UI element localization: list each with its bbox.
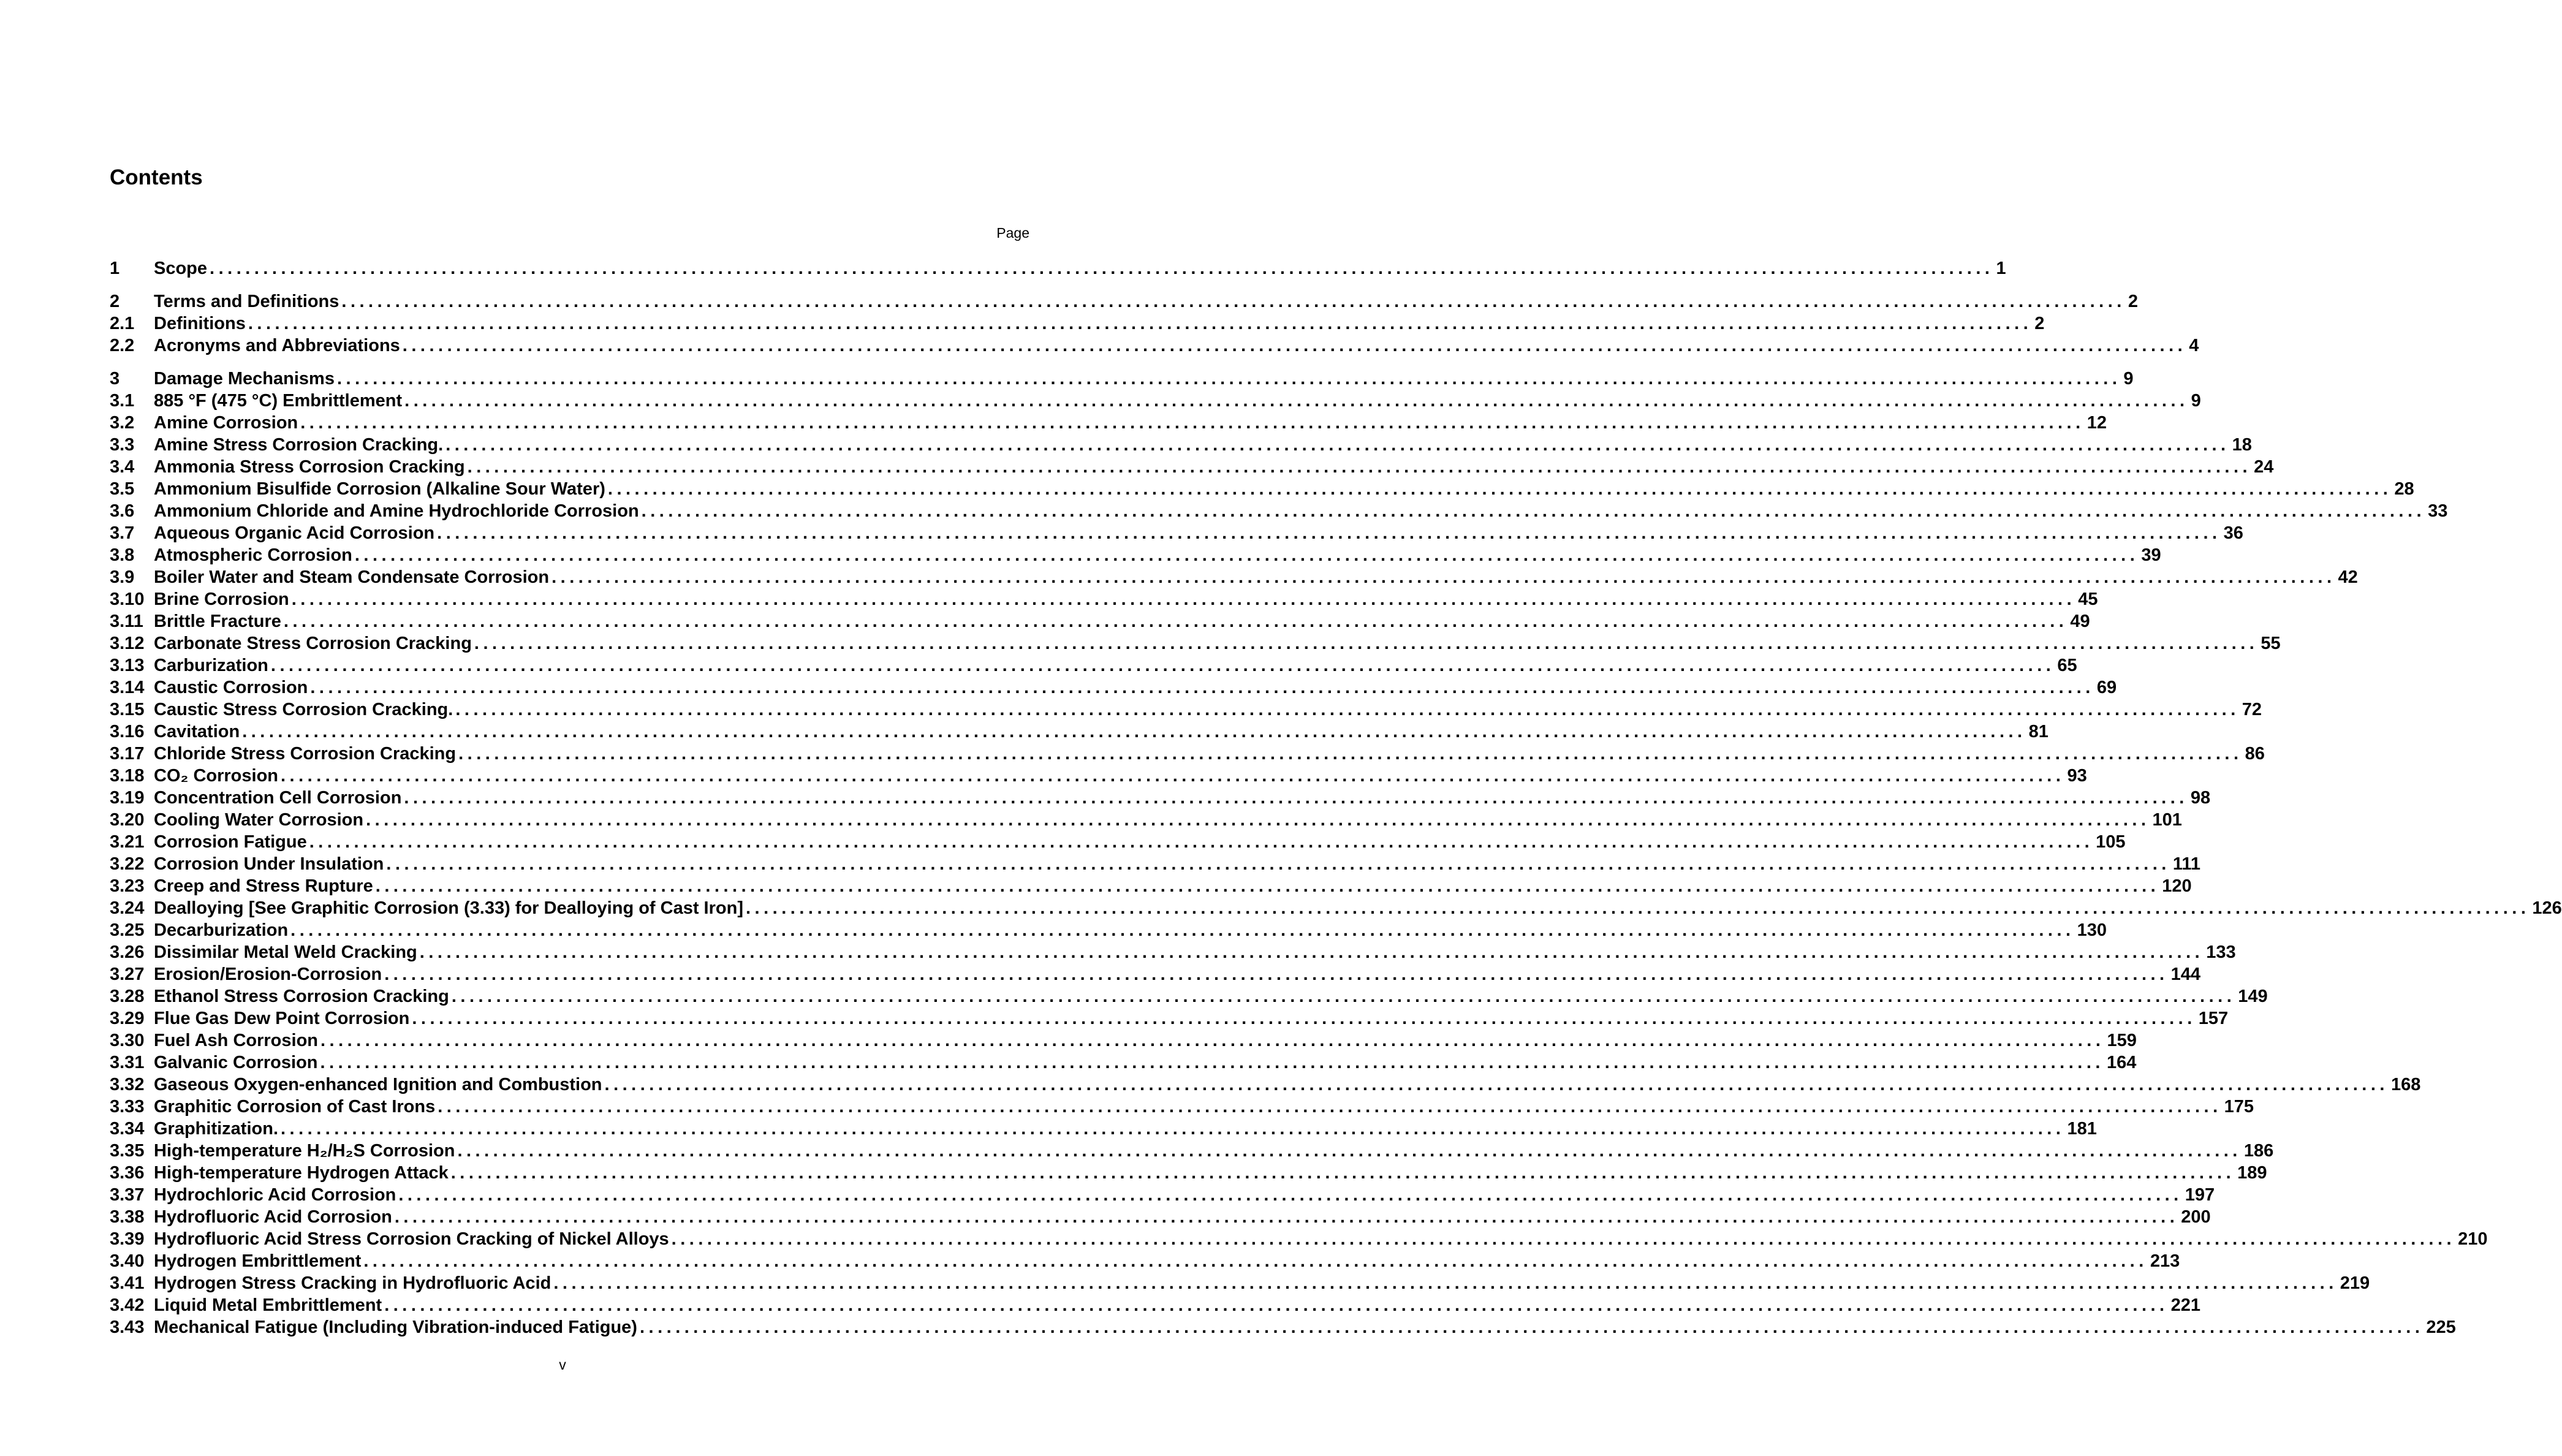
toc-entry[interactable] — [110, 1029, 2137, 1052]
toc-entry[interactable] — [110, 522, 2243, 544]
toc-entry-page: 159 — [2107, 1031, 2137, 1050]
toc-entry-page: 12 — [2086, 413, 2107, 433]
toc-entry-title: Graphitic Corrosion of Cast Irons — [154, 1097, 436, 1117]
toc-entry-title: Flue Gas Dew Point Corrosion — [154, 1009, 410, 1028]
toc-entry-page: 4 — [2189, 336, 2199, 355]
toc-entry[interactable] — [110, 1096, 2254, 1118]
toc-entry-number: 3.14 — [110, 678, 145, 697]
dot-leader: ........................................................................................................................................................................................................ — [457, 1141, 2242, 1161]
toc-entry-title: Corrosion Under Insulation — [154, 854, 384, 874]
toc-entry-title: Graphitization. — [154, 1119, 278, 1139]
toc-entry-number: 3.34 — [110, 1119, 145, 1139]
toc-entry[interactable] — [110, 1184, 2215, 1206]
dot-leader: ........................................................................................................................................................................................................ — [290, 920, 2075, 940]
toc-entry-number: 3.31 — [110, 1053, 145, 1072]
toc-entry-title: Galvanic Corrosion — [154, 1053, 318, 1072]
toc-entry[interactable] — [110, 588, 2098, 610]
toc-entry-title: Gaseous Oxygen-enhanced Ignition and Combustion — [154, 1075, 602, 1094]
toc-entry-page: 28 — [2394, 479, 2414, 499]
toc-entry-number: 3.6 — [110, 501, 135, 521]
toc-entry-page: 55 — [2261, 634, 2281, 653]
toc-entry-page: 18 — [2232, 435, 2252, 455]
toc-entry[interactable] — [110, 765, 2087, 787]
toc-entry-title: Fuel Ash Corrosion — [154, 1031, 318, 1050]
toc-entry-page: 49 — [2070, 612, 2090, 631]
toc-entry-number: 3.37 — [110, 1185, 145, 1205]
dot-leader: ........................................................................................................................................................................................................ — [300, 413, 2085, 433]
toc-entry-title: Ammonium Chloride and Amine Hydrochloride Corrosion — [154, 501, 639, 521]
toc-entry-page: 42 — [2338, 567, 2358, 587]
dot-leader: ........................................................................................................................................................................................................ — [445, 435, 2230, 455]
dot-leader: ........................................................................................................................................................................................................ — [419, 942, 2204, 962]
dot-leader: ........................................................................................................................................................................................................ — [375, 876, 2160, 896]
toc-entry-number: 3.9 — [110, 567, 135, 587]
toc-entry-number: 3.39 — [110, 1229, 145, 1249]
toc-entry-number: 3 — [110, 369, 120, 389]
toc-entry-number: 3.38 — [110, 1207, 145, 1227]
toc-entry-title: Amine Corrosion — [154, 413, 298, 433]
toc-entry-title: Aqueous Organic Acid Corrosion — [154, 523, 435, 543]
dot-leader: ........................................................................................................................................................................................................ — [363, 1251, 2148, 1271]
dot-leader: ........................................................................................................................................................................................................ — [451, 987, 2236, 1006]
toc-entry-number: 3.15 — [110, 700, 145, 719]
toc-entry-title: Scope — [154, 259, 208, 278]
toc-entry-number: 3.41 — [110, 1273, 145, 1293]
toc-entry[interactable] — [110, 809, 2182, 831]
toc-entry-title: Dealloying [See Graphitic Corrosion (3.33) for Dealloying of Cast Iron] — [154, 898, 743, 918]
dot-leader: ........................................................................................................................................................................................................ — [404, 788, 2188, 808]
toc-entry-page: 225 — [2426, 1318, 2456, 1337]
toc-entry[interactable] — [110, 1206, 2211, 1228]
toc-entry-page: 93 — [2067, 766, 2087, 786]
toc-entry-page: 101 — [2152, 810, 2182, 830]
toc-entry-page: 175 — [2224, 1097, 2254, 1117]
toc-entry-title: Dissimilar Metal Weld Cracking — [154, 942, 417, 962]
toc-entry-page: 186 — [2243, 1141, 2274, 1161]
toc-entry-number: 3.10 — [110, 590, 145, 609]
toc-entry[interactable] — [110, 1228, 2488, 1250]
toc-entry-page: 9 — [2123, 369, 2134, 389]
toc-entry[interactable] — [110, 897, 2562, 919]
dot-leader: ........................................................................................................................................................................................................ — [745, 898, 2530, 918]
dot-leader: ........................................................................................................................................................................................................ — [639, 1318, 2424, 1337]
dot-leader: ........................................................................................................................................................................................................ — [281, 1119, 2065, 1139]
dot-leader: ........................................................................................................................................................................................................ — [386, 854, 2170, 874]
dot-leader: ........................................................................................................................................................................................................ — [458, 744, 2243, 764]
toc-entry-page: 189 — [2237, 1163, 2267, 1183]
toc-entry-title: Concentration Cell Corrosion — [154, 788, 402, 808]
dot-leader: ........................................................................................................................................................................................................ — [437, 523, 2221, 543]
toc-entry[interactable] — [110, 1074, 2421, 1096]
toc-entry-page: 144 — [2170, 965, 2201, 984]
toc-entry-page: 213 — [2150, 1251, 2180, 1271]
page-title: Contents — [110, 165, 203, 189]
toc-entry[interactable] — [110, 335, 2199, 357]
toc-entry-title: Chloride Stress Corrosion Cracking — [154, 744, 457, 764]
toc-entry-title: Cavitation — [154, 722, 240, 741]
toc-entry-page: 33 — [2428, 501, 2448, 521]
toc-entry-number: 3.22 — [110, 854, 145, 874]
toc-entry-title: Brittle Fracture — [154, 612, 281, 631]
toc-entry-title: Hydrofluoric Acid Corrosion — [154, 1207, 392, 1227]
toc-entry-page: 65 — [2057, 656, 2077, 675]
toc-entry-page: 197 — [2185, 1185, 2215, 1205]
toc-entry-title: Decarburization — [154, 920, 289, 940]
dot-leader: ........................................................................................................................................................................................................ — [281, 766, 2065, 786]
toc-entry-page: 133 — [2206, 942, 2236, 962]
toc-entry[interactable] — [110, 853, 2201, 875]
toc-entry[interactable] — [110, 1316, 2456, 1338]
dot-leader: ........................................................................................................................................................................................................ — [283, 612, 2068, 631]
toc-entry-number: 3.3 — [110, 435, 135, 455]
toc-entry[interactable] — [110, 313, 2045, 335]
toc-entry-number: 3.24 — [110, 898, 145, 918]
toc-entry[interactable] — [110, 257, 2006, 279]
toc-entry-page: 149 — [2238, 987, 2268, 1006]
toc-entry-title: Liquid Metal Embrittlement — [154, 1295, 382, 1315]
toc-entry-title: Ammonium Bisulfide Corrosion (Alkaline Sour Water) — [154, 479, 605, 499]
toc-entry-page: 181 — [2067, 1119, 2097, 1139]
toc-entry[interactable] — [110, 721, 2048, 743]
toc-entry-number: 2 — [110, 292, 120, 311]
dot-leader: ........................................................................................................................................................................................................ — [309, 832, 2094, 852]
toc-entry-page: 130 — [2077, 920, 2107, 940]
toc-entry[interactable] — [110, 875, 2192, 897]
toc-entry-number: 2.1 — [110, 314, 135, 333]
toc-entry-title: Carburization — [154, 656, 268, 675]
toc-entry-title: High-temperature Hydrogen Attack — [154, 1163, 449, 1183]
dot-leader: ........................................................................................................................................................................................................ — [641, 501, 2426, 521]
dot-leader: ........................................................................................................................................................................................................ — [455, 700, 2240, 719]
toc-entry-page: 98 — [2190, 788, 2211, 808]
toc-entry-title: Hydrogen Embrittlement — [154, 1251, 362, 1271]
toc-entry-title: 885 °F (475 °C) Embrittlement — [154, 391, 403, 411]
toc-entry[interactable] — [110, 985, 2268, 1007]
toc-entry[interactable] — [110, 368, 2134, 390]
toc-entry-title: Atmospheric Corrosion — [154, 545, 352, 565]
dot-leader: ........................................................................................................................................................................................................ — [384, 1295, 2169, 1315]
dot-leader: ........................................................................................................................................................................................................ — [384, 965, 2169, 984]
dot-leader: ........................................................................................................................................................................................................ — [467, 457, 2252, 477]
toc-entry-title: Hydrogen Stress Cracking in Hydrofluoric Acid — [154, 1273, 551, 1293]
toc-entry-number: 3.43 — [110, 1318, 145, 1337]
toc-entry-title: Boiler Water and Steam Condensate Corrosion — [154, 567, 550, 587]
toc-entry-title: Hydrochloric Acid Corrosion — [154, 1185, 396, 1205]
footer-page-number: v — [559, 1357, 566, 1373]
toc-entry-number: 3.32 — [110, 1075, 145, 1094]
toc-entry-page: 157 — [2198, 1009, 2229, 1028]
toc-entry[interactable] — [110, 500, 2448, 522]
toc-entry[interactable] — [110, 478, 2414, 500]
toc-entry-page: 221 — [2170, 1295, 2201, 1315]
toc-entry-number: 3.42 — [110, 1295, 145, 1315]
toc-entry-number: 3.25 — [110, 920, 145, 940]
toc-entry-page: 45 — [2078, 590, 2098, 609]
page-column-label: Page — [996, 225, 1029, 241]
toc-entry-title: Terms and Definitions — [154, 292, 339, 311]
toc-entry-page: 105 — [2096, 832, 2126, 852]
toc-entry-number: 3.11 — [110, 612, 143, 631]
toc-entry-number: 2.2 — [110, 336, 135, 355]
toc-entry-page: 2 — [2034, 314, 2045, 333]
toc-entry-number: 3.28 — [110, 987, 145, 1006]
toc-entry[interactable] — [110, 1250, 2180, 1272]
toc-entry-title: Damage Mechanisms — [154, 369, 335, 389]
toc-entry[interactable] — [110, 1140, 2274, 1162]
toc-entry-number: 3.40 — [110, 1251, 145, 1271]
toc-entry-page: 86 — [2245, 744, 2265, 764]
toc-entry-title: Acronyms and Abbreviations — [154, 336, 400, 355]
dot-leader: ........................................................................................................................................................................................................ — [242, 722, 2026, 741]
toc-entry-number: 3.5 — [110, 479, 135, 499]
dot-leader: ........................................................................................................................................................................................................ — [336, 369, 2121, 389]
toc-entry-title: Hydrofluoric Acid Stress Corrosion Cracking of Nickel Alloys — [154, 1229, 669, 1249]
toc-entry[interactable] — [110, 1052, 2137, 1074]
toc-entry-page: 126 — [2532, 898, 2562, 918]
dot-leader: ........................................................................................................................................................................................................ — [394, 1207, 2179, 1227]
toc-entry-title: Carbonate Stress Corrosion Cracking — [154, 634, 472, 653]
toc-entry-number: 3.26 — [110, 942, 145, 962]
toc-entry[interactable] — [110, 831, 2126, 853]
dot-leader: ........................................................................................................................................................................................................ — [366, 810, 2150, 830]
toc-entry[interactable] — [110, 632, 2281, 654]
toc-entry[interactable] — [110, 699, 2262, 721]
dot-leader: ........................................................................................................................................................................................................ — [474, 634, 2259, 653]
toc-entry[interactable] — [110, 1118, 2097, 1140]
toc-entry-title: Ammonia Stress Corrosion Cracking — [154, 457, 465, 477]
toc-entry-number: 3.33 — [110, 1097, 145, 1117]
toc-entry-number: 3.21 — [110, 832, 145, 852]
dot-leader: ........................................................................................................................................................................................................ — [551, 567, 2336, 587]
toc-entry-page: 81 — [2028, 722, 2048, 741]
toc-entry[interactable] — [110, 941, 2236, 963]
toc-entry[interactable] — [110, 919, 2107, 941]
toc-entry-title: Corrosion Fatigue — [154, 832, 307, 852]
toc-entry[interactable] — [110, 1272, 2370, 1294]
toc-entry-title: Mechanical Fatigue (Including Vibration-induced Fatigue) — [154, 1318, 637, 1337]
toc-entry-number: 3.18 — [110, 766, 145, 786]
toc-entry-page: 2 — [2128, 292, 2138, 311]
toc-entry-title: CO₂ Corrosion — [154, 766, 278, 786]
toc-entry-page: 200 — [2181, 1207, 2211, 1227]
toc-entry-page: 111 — [2172, 854, 2201, 874]
toc-entry[interactable] — [110, 290, 2138, 313]
dot-leader: ........................................................................................................................................................................................................ — [248, 314, 2033, 333]
dot-leader: ........................................................................................................................................................................................................ — [402, 336, 2187, 355]
toc-entry[interactable] — [110, 456, 2274, 478]
toc-entry-number: 3.1 — [110, 391, 135, 411]
toc-entry-title: Cooling Water Corrosion — [154, 810, 364, 830]
toc-entry-page: 219 — [2340, 1273, 2370, 1293]
dot-leader: ........................................................................................................................................................................................................ — [607, 479, 2392, 499]
dot-leader: ........................................................................................................................................................................................................ — [671, 1229, 2456, 1249]
dot-leader: ........................................................................................................................................................................................................ — [341, 292, 2126, 311]
toc-entry-number: 3.16 — [110, 722, 145, 741]
toc-entry-number: 3.23 — [110, 876, 145, 896]
toc-entry-title: Amine Stress Corrosion Cracking. — [154, 435, 444, 455]
toc-entry[interactable] — [110, 610, 2090, 632]
toc-entry-title: Definitions — [154, 314, 246, 333]
toc-entry-number: 3.20 — [110, 810, 145, 830]
toc-entry-title: Caustic Corrosion — [154, 678, 308, 697]
toc-entry-page: 164 — [2106, 1053, 2137, 1072]
toc-entry-title: Creep and Stress Rupture — [154, 876, 373, 896]
toc-entry-page: 1 — [1996, 259, 2006, 278]
toc-entry-number: 3.2 — [110, 413, 135, 433]
toc-entry-page: 24 — [2254, 457, 2274, 477]
toc-entry-page: 39 — [2141, 545, 2161, 565]
dot-leader: ........................................................................................................................................................................................................ — [412, 1009, 2196, 1028]
dot-leader: ........................................................................................................................................................................................................ — [210, 259, 1994, 278]
toc-entry-title: Caustic Stress Corrosion Cracking. — [154, 700, 453, 719]
toc-entry[interactable] — [110, 1162, 2267, 1184]
dot-leader: ........................................................................................................................................................................................................ — [291, 590, 2076, 609]
toc-entry-title: High-temperature H₂/H₂S Corrosion — [154, 1141, 455, 1161]
dot-leader: ........................................................................................................................................................................................................ — [270, 656, 2055, 675]
toc-entry-number: 3.29 — [110, 1009, 145, 1028]
toc-entry[interactable] — [110, 654, 2077, 677]
toc-entry[interactable] — [110, 1294, 2201, 1316]
toc-entry-number: 3.35 — [110, 1141, 145, 1161]
toc-entry[interactable] — [110, 390, 2201, 412]
toc-entry[interactable] — [110, 566, 2358, 588]
toc-entry-title: Brine Corrosion — [154, 590, 289, 609]
toc-entry-title: Ethanol Stress Corrosion Cracking — [154, 987, 449, 1006]
toc-entry-number: 3.17 — [110, 744, 145, 764]
toc-entry-page: 72 — [2242, 700, 2262, 719]
table-of-contents — [110, 257, 2562, 1338]
dot-leader: ........................................................................................................................................................................................................ — [398, 1185, 2183, 1205]
toc-entry-number: 3.27 — [110, 965, 145, 984]
toc-entry[interactable] — [110, 787, 2211, 809]
toc-entry[interactable] — [110, 1007, 2229, 1029]
toc-entry-number: 3.13 — [110, 656, 145, 675]
toc-entry-number: 3.12 — [110, 634, 145, 653]
toc-entry-page: 9 — [2191, 391, 2201, 411]
toc-entry[interactable] — [110, 434, 2252, 456]
toc-entry-page: 210 — [2458, 1229, 2488, 1249]
dot-leader: ........................................................................................................................................................................................................ — [320, 1053, 2104, 1072]
toc-entry-title: Erosion/Erosion-Corrosion — [154, 965, 382, 984]
dot-leader: ........................................................................................................................................................................................................ — [450, 1163, 2235, 1183]
toc-entry-page: 120 — [2162, 876, 2192, 896]
dot-leader: ........................................................................................................................................................................................................ — [354, 545, 2139, 565]
dot-leader: ........................................................................................................................................................................................................ — [553, 1273, 2338, 1293]
dot-leader: ........................................................................................................................................................................................................ — [404, 391, 2189, 411]
toc-entry-number: 3.4 — [110, 457, 135, 477]
dot-leader: ........................................................................................................................................................................................................ — [310, 678, 2094, 697]
dot-leader: ........................................................................................................................................................................................................ — [320, 1031, 2105, 1050]
toc-entry[interactable] — [110, 544, 2161, 566]
toc-entry-number: 3.36 — [110, 1163, 145, 1183]
toc-entry-number: 3.7 — [110, 523, 135, 543]
toc-entry-page: 168 — [2390, 1075, 2421, 1094]
toc-entry-page: 69 — [2096, 678, 2117, 697]
toc-entry[interactable] — [110, 677, 2117, 699]
toc-entry-number: 3.30 — [110, 1031, 145, 1050]
toc-entry[interactable] — [110, 412, 2107, 434]
toc-entry-number: 3.19 — [110, 788, 145, 808]
dot-leader: ........................................................................................................................................................................................................ — [438, 1097, 2222, 1117]
toc-entry-number: 1 — [110, 259, 120, 278]
toc-entry-page: 36 — [2223, 523, 2243, 543]
toc-entry-number: 3.8 — [110, 545, 135, 565]
dot-leader: ........................................................................................................................................................................................................ — [604, 1075, 2389, 1094]
toc-entry[interactable] — [110, 743, 2265, 765]
toc-entry[interactable] — [110, 963, 2201, 985]
